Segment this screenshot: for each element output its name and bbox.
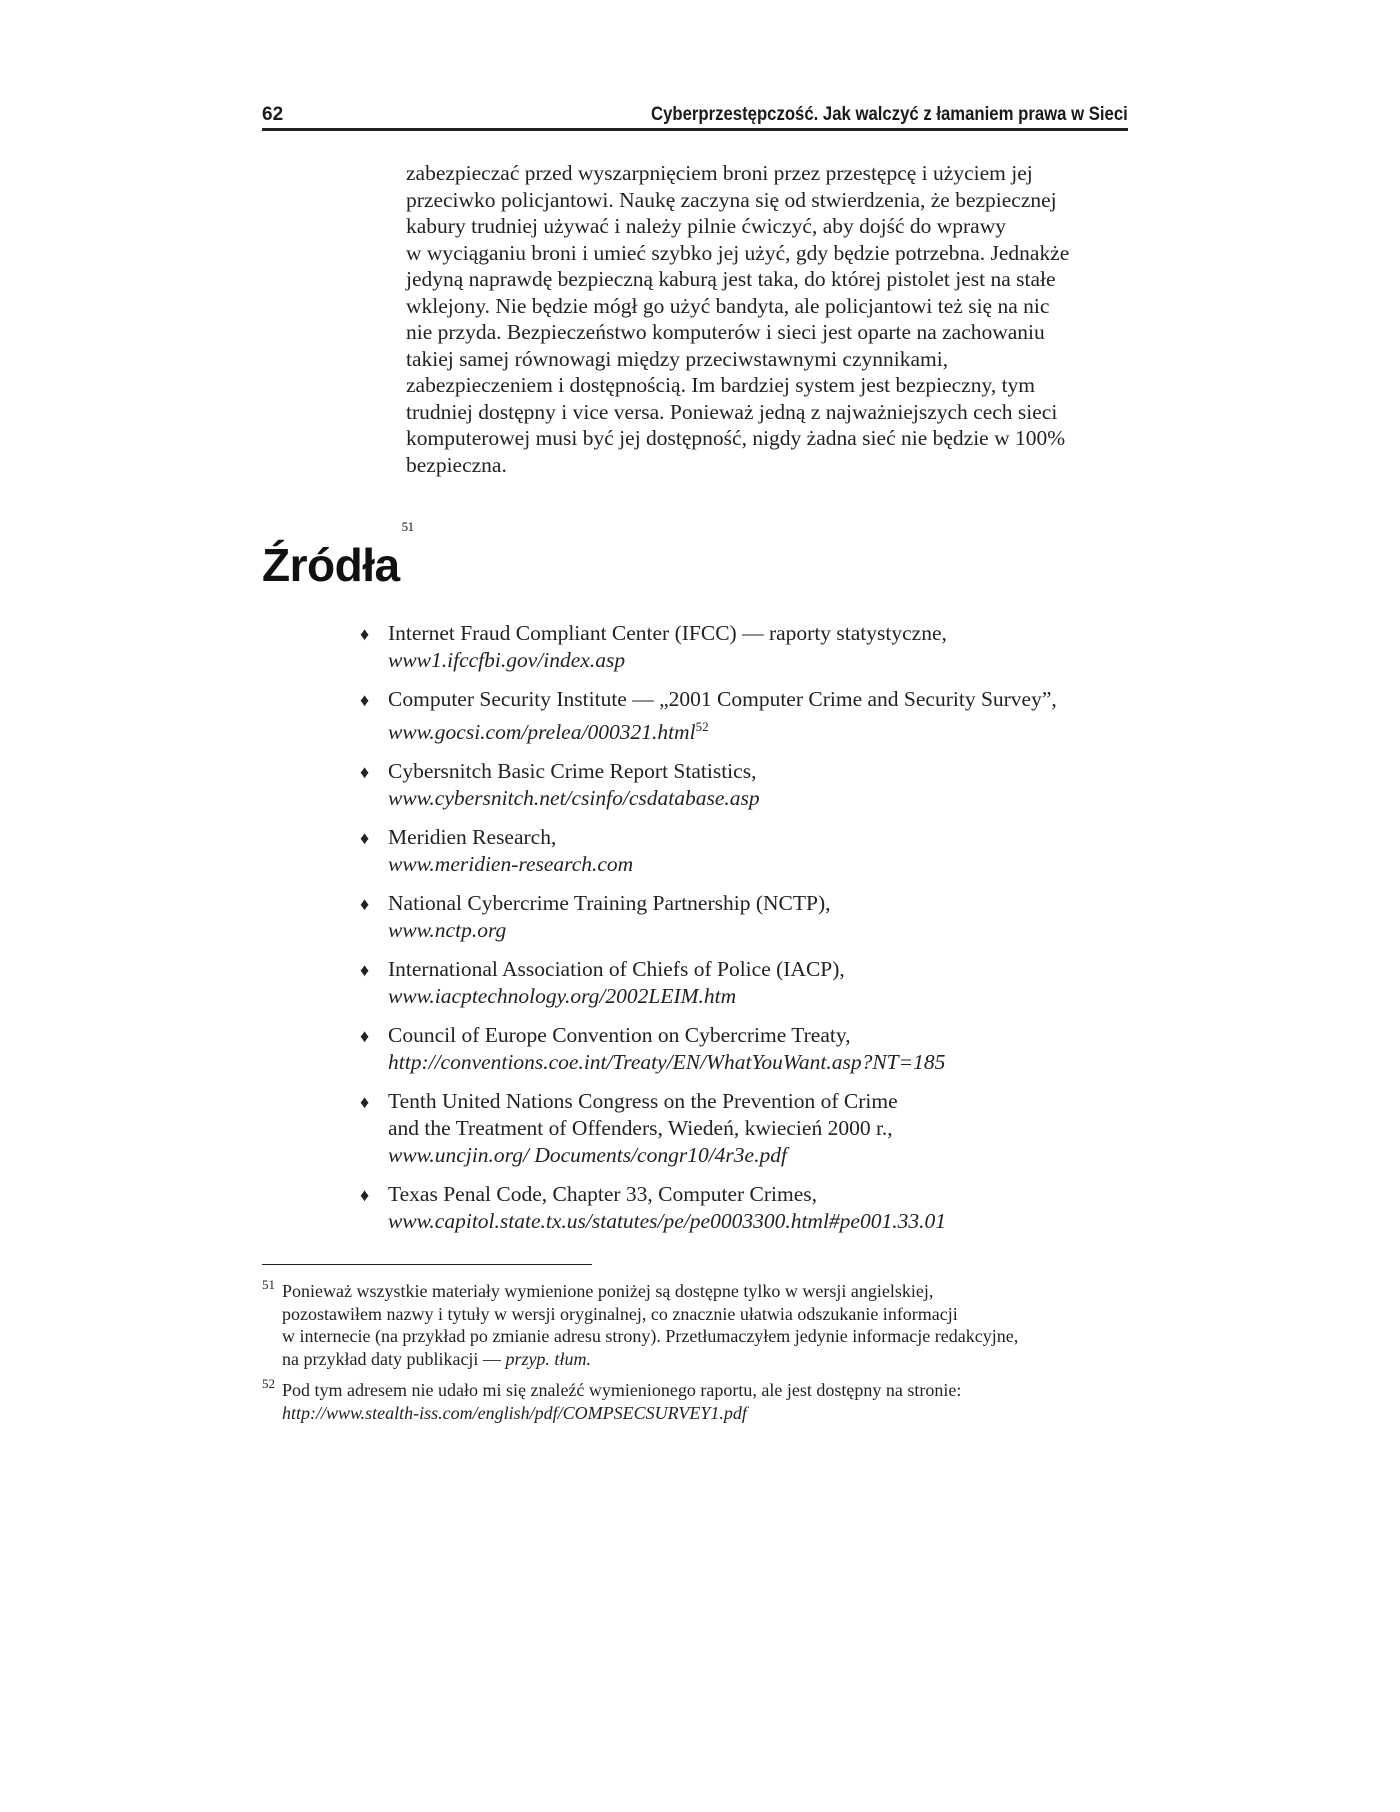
footnote-ref: 52 xyxy=(695,719,709,734)
diamond-bullet-icon: ♦ xyxy=(360,894,370,915)
footnotes xyxy=(262,1277,1142,1433)
source-url[interactable]: www.cybersnitch.net/csinfo/csdatabase.asp xyxy=(388,786,760,811)
footnote-line: Ponieważ wszystkie materiały wymienione poniżej są dostępne tylko w wersji angielskiej, xyxy=(282,1281,934,1301)
body-line: w wyciąganiu broni i umieć szybko jej użyć, gdy będzie potrzebna. Jednakże xyxy=(406,240,1070,265)
source-url[interactable]: www.uncjin.org/ Documents/congr10/4r3e.pdf xyxy=(388,1143,787,1168)
diamond-bullet-icon: ♦ xyxy=(360,960,370,981)
list-item xyxy=(360,758,1140,812)
body-line: zabezpieczać przed wyszarpnięciem broni przez przestępcę i użyciem jej xyxy=(406,161,1033,185)
diamond-bullet-icon: ♦ xyxy=(360,690,370,710)
list-item xyxy=(360,1022,1140,1076)
body-line: nie przyda. Bezpieczeństwo komputerów i sieci jest oparte na zachowaniu xyxy=(406,320,1045,344)
diamond-bullet-icon: ♦ xyxy=(360,1092,370,1113)
body-line: trudniej dostępny i vice versa. Ponieważ jedną z najważniejszych cech sieci xyxy=(406,399,1058,424)
source-title: Internet Fraud Compliant Center (IFCC) — raporty statystyczne, xyxy=(388,621,947,645)
list-item xyxy=(360,890,1140,944)
list-item xyxy=(360,686,1140,746)
source-url[interactable]: www.meridien-research.com xyxy=(388,852,634,877)
source-title: Cybersnitch Basic Crime Report Statistics, xyxy=(388,759,757,784)
body-line: zabezpieczeniem i dostępnością. Im bardziej system jest bezpieczny, tym xyxy=(406,373,1036,397)
source-url[interactable]: www.iacptechnology.org/2002LEIM.htm xyxy=(388,984,737,1009)
body-line: kabury trudniej używać i należy pilnie ćwiczyć, aby dojść do wprawy xyxy=(406,214,1006,238)
source-title: Meridien Research, xyxy=(388,825,557,850)
list-item xyxy=(360,956,1140,1010)
source-title: Texas Penal Code, Chapter 33, Computer Crimes, xyxy=(388,1182,818,1207)
diamond-bullet-icon: ♦ xyxy=(360,828,370,849)
footnote-51 xyxy=(262,1277,1142,1370)
footnote-line: pozostawiłem nazwy i tytuły w wersji oryginalnej, co znacznie ułatwia odszukanie informacji xyxy=(282,1303,958,1324)
diamond-bullet-icon: ♦ xyxy=(360,1185,370,1206)
list-item xyxy=(360,824,1140,878)
source-url[interactable]: www1.ifccfbi.gov/index.asp xyxy=(388,648,626,672)
source-title: Council of Europe Convention on Cybercrime Treaty, xyxy=(388,1023,851,1048)
running-header xyxy=(262,96,1128,131)
footnote-url[interactable]: http://www.stealth-iss.com/english/pdf/COMPSECSURVEY1.pdf xyxy=(282,1402,747,1423)
source-title-continued: and the Treatment of Offenders, Wiedeń, kwiecień 2000 r., xyxy=(388,1116,893,1141)
source-title: Tenth United Nations Congress on the Prevention of Crime xyxy=(388,1089,898,1114)
list-item xyxy=(360,1088,1140,1169)
footnote-line: w internecie (na przykład po zmianie adresu strony). Przetłumaczyłem jedynie informacje redakcyjne, xyxy=(282,1326,1019,1346)
source-title: National Cybercrime Training Partnership (NCTP), xyxy=(388,891,831,916)
footnote-number: 51 xyxy=(262,1277,275,1292)
body-paragraph xyxy=(406,160,1126,478)
footnote-52 xyxy=(262,1376,1142,1424)
body-line: przeciwko policjantowi. Naukę zaczyna się od stwierdzenia, że bezpiecznej xyxy=(406,187,1057,212)
source-title: International Association of Chiefs of Police (IACP), xyxy=(388,957,845,982)
diamond-bullet-icon: ♦ xyxy=(360,762,370,783)
page-number: 62 xyxy=(262,104,284,125)
source-url[interactable]: www.capitol.state.tx.us/statutes/pe/pe0003300.html#pe001.33.01 xyxy=(388,1209,946,1234)
source-url[interactable]: www.gocsi.com/prelea/000321.html$^{52}$ xyxy=(388,719,709,745)
body-line: jedyną naprawdę bezpieczną kaburą jest taka, do której pistolet jest na stałe xyxy=(406,267,1056,291)
body-line: wklejony. Nie będzie mógł go użyć bandyta, ale policjantowi też się na nic xyxy=(406,293,1050,318)
sources-list xyxy=(360,620,1140,1247)
list-item xyxy=(360,620,1140,674)
footnote-number: 52 xyxy=(262,1376,275,1391)
footnote-divider xyxy=(262,1264,592,1265)
footnote-line: na przykład daty publikacji — przyp. tłum. xyxy=(282,1348,591,1369)
body-line: bezpieczna. xyxy=(406,452,507,477)
running-title: Cyberprzestępczość. Jak walczyć z łamaniem prawa w Sieci xyxy=(651,104,1128,125)
source-url[interactable]: http://conventions.coe.int/Treaty/EN/WhatYouWant.asp?NT=185 xyxy=(388,1050,946,1075)
footnote-ref: 51 xyxy=(401,518,414,534)
source-url[interactable]: www.nctp.org xyxy=(388,918,507,943)
diamond-bullet-icon: ♦ xyxy=(360,624,370,644)
section-heading xyxy=(262,518,414,592)
body-line: komputerowej musi być jej dostępność, nigdy żadna sieć nie będzie w 100% xyxy=(406,426,1066,450)
section-heading-text: Źródła xyxy=(262,539,400,591)
list-item xyxy=(360,1181,1140,1235)
body-line: takiej samej równowagi między przeciwstawnymi czynnikami, xyxy=(406,346,949,371)
footnote-line: Pod tym adresem nie udało mi się znaleźć wymienionego raportu, ale jest dostępny na stronie: xyxy=(282,1380,962,1400)
diamond-bullet-icon: ♦ xyxy=(360,1026,370,1047)
source-title: Computer Security Institute — „2001 Computer Crime and Security Survey”, xyxy=(388,687,1057,711)
translator-note: przyp. tłum. xyxy=(505,1348,591,1369)
